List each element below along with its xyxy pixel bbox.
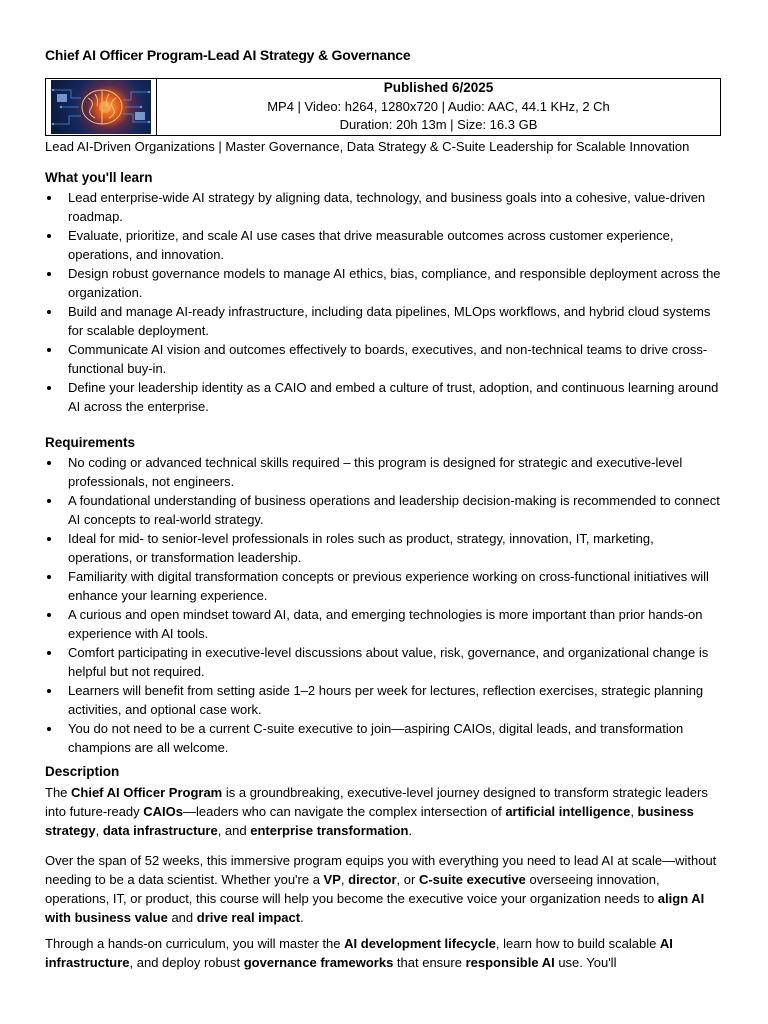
- list-item: You do not need to be a current C-suite executive to join—aspiring CAIOs, digital leads, and transformation champions are all welcome.: [45, 719, 721, 757]
- text-run: Over the span of 52 weeks, this immersive program equips you with everything you need to lead AI at scale—without needing to be a data scientist. Whether you're a: [45, 853, 717, 887]
- bold-text: drive real impact: [196, 910, 301, 925]
- list-item: Ideal for mid- to senior-level professionals in roles such as product, strategy, innovation, IT, marketing, operations, or transformation leadership.: [45, 529, 721, 567]
- list-item: Comfort participating in executive-level discussions about value, risk, governance, and organizational change is helpful but not required.: [45, 643, 721, 681]
- text-run: , and deploy robust: [129, 955, 244, 970]
- text-run: —leaders who can navigate the complex intersection of: [183, 804, 506, 819]
- list-item: Lead enterprise-wide AI strategy by aligning data, technology, and business goals into a cohesive, value-driven roadmap.: [45, 188, 721, 226]
- text-run: Through a hands-on curriculum, you will master the: [45, 936, 345, 951]
- bold-text: AI development lifecycle: [344, 936, 496, 951]
- text-run: The: [45, 785, 72, 800]
- bold-text: C-suite executive: [418, 872, 526, 887]
- course-info-text: [157, 79, 720, 135]
- list-item: Communicate AI vision and outcomes effectively to boards, executives, and non-technical teams to drive cross-functional buy-in.: [45, 340, 721, 378]
- published-date: Published 6/2025: [383, 80, 494, 95]
- text-run: overseeing innovation, operations, IT, or product, this course will help you become the executive voice your organization needs to: [45, 872, 660, 906]
- description-heading: Description: [45, 764, 120, 779]
- bold-text: artificial intelligence: [505, 804, 631, 819]
- bold-text: governance frameworks: [243, 955, 394, 970]
- learn-heading: What you'll learn: [45, 170, 153, 185]
- bold-text: responsible AI: [465, 955, 555, 970]
- list-item: Evaluate, prioritize, and scale AI use cases that drive measurable outcomes across customer experience, operations, and innovation.: [45, 226, 721, 264]
- bold-text: align AI with business value: [45, 891, 705, 925]
- text-run: , and: [217, 823, 251, 838]
- requirements-heading: Requirements: [45, 435, 136, 450]
- description-paragraph-3: [45, 934, 725, 972]
- description-paragraph-2: [45, 851, 725, 927]
- text-run: .: [300, 910, 304, 925]
- text-run: , learn how to build scalable: [495, 936, 660, 951]
- bold-text: Chief AI Officer Program: [71, 785, 223, 800]
- text-run: ,: [95, 823, 103, 838]
- list-item: Build and manage AI-ready infrastructure, including data pipelines, MLOps workflows, and hybrid cloud systems for scalable deployment.: [45, 302, 721, 340]
- page-title: Chief AI Officer Program-Lead AI Strategy & Governance: [45, 47, 411, 63]
- list-item: A foundational understanding of business operations and leadership decision-making is recommended to connect AI concepts to real-world strategy.: [45, 491, 721, 529]
- text-run: that ensure: [393, 955, 466, 970]
- bold-text: enterprise transformation: [250, 823, 409, 838]
- bold-text: VP: [323, 872, 341, 887]
- media-format: MP4 | Video: h264, 1280x720 | Audio: AAC, 44.1 KHz, 2 Ch: [267, 98, 610, 114]
- requirements-list: [45, 453, 721, 757]
- list-item: No coding or advanced technical skills required – this program is designed for strategic and executive-level professionals, not engineers.: [45, 453, 721, 491]
- text-run: is a groundbreaking, executive-level journey designed to transform strategic leaders into future-ready: [45, 785, 708, 819]
- learn-list: [45, 188, 721, 416]
- bold-text: data infrastructure: [102, 823, 218, 838]
- course-tagline: Lead AI-Driven Organizations | Master Governance, Data Strategy & C-Suite Leadership for Scalable Innovation: [45, 139, 690, 154]
- duration-size: Duration: 20h 13m | Size: 16.3 GB: [339, 117, 538, 132]
- list-item: A curious and open mindset toward AI, data, and emerging technologies is more important than prior hands-on experience with AI tools.: [45, 605, 721, 643]
- list-item: Familiarity with digital transformation concepts or previous experience working on cross-functional initiatives will enhance your learning experience.: [45, 567, 721, 605]
- text-run: ,: [340, 872, 349, 887]
- list-item: Define your leadership identity as a CAIO and embed a culture of trust, adoption, and continuous learning around AI across the enterprise.: [45, 378, 721, 416]
- course-info-box: [45, 78, 721, 136]
- bold-text: director: [348, 872, 397, 887]
- bold-text: business strategy: [45, 804, 694, 838]
- list-item: Learners will benefit from setting aside 1–2 hours per week for lectures, reflection exercises, strategic planning activities, and optional case work.: [45, 681, 721, 719]
- text-run: , or: [396, 872, 419, 887]
- text-run: use. You'll: [554, 955, 617, 970]
- bold-text: CAIOs: [143, 804, 184, 819]
- list-item: Design robust governance models to manage AI ethics, bias, compliance, and responsible deployment across the organization.: [45, 264, 721, 302]
- text-run: ,: [630, 804, 638, 819]
- text-run: and: [167, 910, 197, 925]
- ai-brain-icon: [51, 80, 151, 134]
- bold-text: AI infrastructure: [45, 936, 673, 970]
- description-paragraph-1: [45, 783, 725, 840]
- ai-brain-thumbnail-image: [51, 80, 151, 134]
- text-run: .: [408, 823, 413, 838]
